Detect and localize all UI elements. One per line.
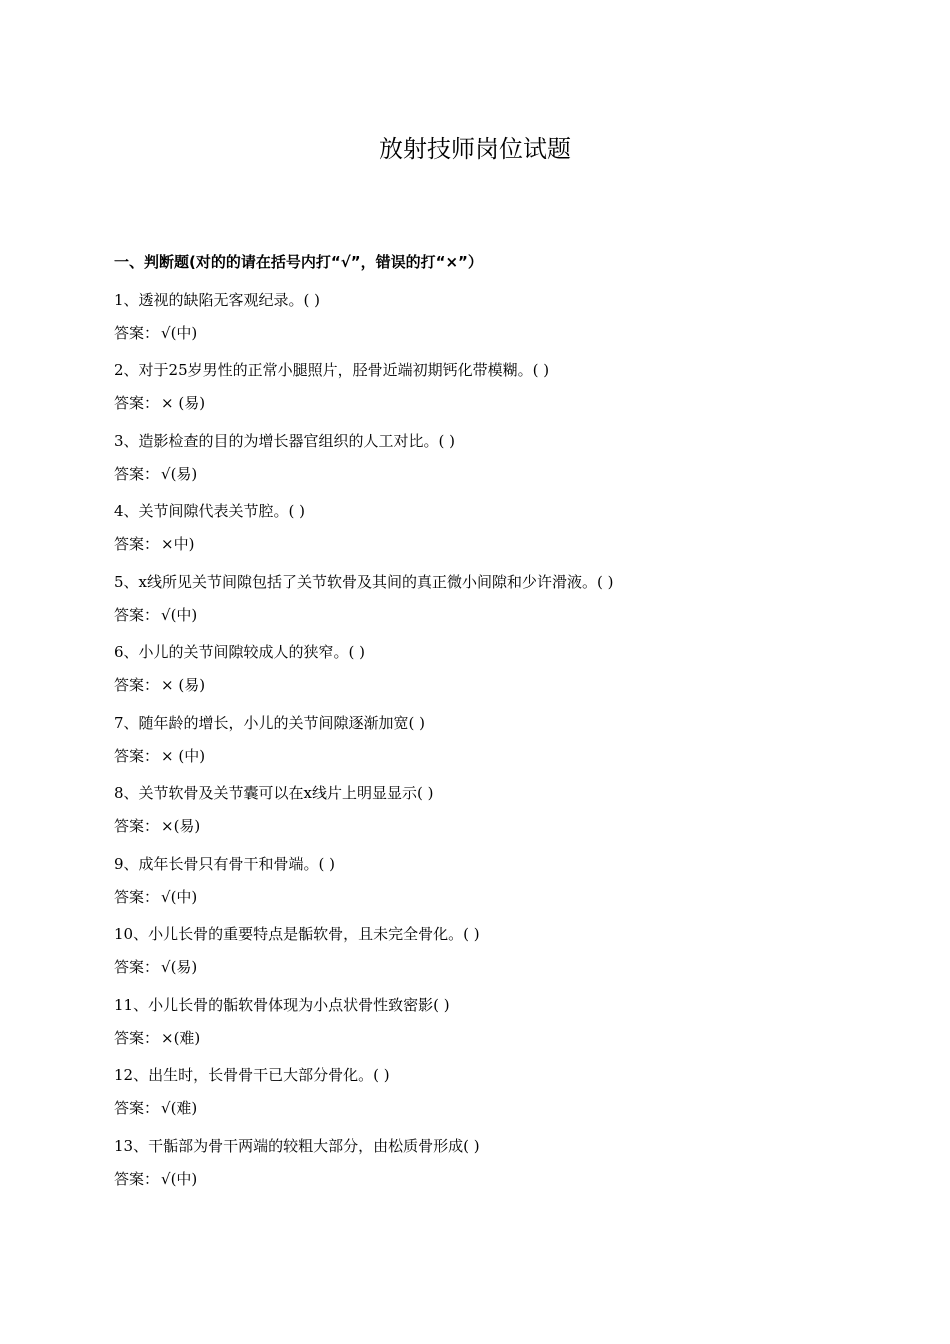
answer-line <box>114 1092 894 1125</box>
question-text: 8、关节软骨及关节囊可以在x线片上明显显示( ) <box>114 784 434 802</box>
question-item-9 <box>114 847 894 918</box>
answer-value: √(易) <box>161 464 198 483</box>
question-item-6 <box>114 636 894 707</box>
answer-line <box>114 951 894 984</box>
question-item-12 <box>114 1059 894 1130</box>
answer-line <box>114 880 894 913</box>
answer-label: 答案： <box>114 676 160 694</box>
answer-value: √(中) <box>161 323 198 342</box>
question-item-10 <box>114 918 894 989</box>
question-item-1 <box>114 283 894 354</box>
answer-label: 答案： <box>114 1028 160 1047</box>
question-text: 6、小儿的关节间隙较成人的狭窄。( ) <box>114 643 366 661</box>
answer-label: 答案： <box>114 464 160 483</box>
answer-line <box>114 457 894 490</box>
section-heading: 一、判断题(对的的请在括号内打“√”，错误的打“×”） <box>114 253 483 271</box>
question-text: 2、对于25岁男性的正常小腿照片，胫骨近端初期钙化带模糊。( ) <box>114 361 550 379</box>
question-text: 7、随年龄的增长，小儿的关节间隙逐渐加宽( ) <box>114 713 426 732</box>
answer-value: × (易) <box>161 394 206 412</box>
answer-label: 答案： <box>114 394 160 412</box>
answer-line <box>114 1162 894 1195</box>
answer-value: ×(难) <box>161 1028 201 1047</box>
answer-label: 答案： <box>114 817 160 835</box>
question-text: 3、造影检查的目的为增长器官组织的人工对比。( ) <box>114 431 456 450</box>
question-item-7 <box>114 706 894 777</box>
question-text: 11、小儿长骨的骺软骨体现为小点状骨性致密影( ) <box>114 995 450 1014</box>
question-text: 9、成年长骨只有骨干和骨端。( ) <box>114 854 336 873</box>
answer-label: 答案： <box>114 1099 160 1117</box>
question-text: 1、透视的缺陷无客观纪录。( ) <box>114 290 321 309</box>
answer-label: 答案： <box>114 746 160 765</box>
question-text: 13、干骺部为骨干两端的较粗大部分，由松质骨形成( ) <box>114 1136 480 1155</box>
answer-line <box>114 316 894 349</box>
question-text: 12、出生时，长骨骨干已大部分骨化。( ) <box>114 1066 390 1084</box>
question-item-13 <box>114 1129 894 1200</box>
answer-line <box>114 810 894 843</box>
answer-label: 答案： <box>114 887 160 906</box>
answer-label: 答案： <box>114 958 160 976</box>
answer-value: √(易) <box>161 958 198 976</box>
page-title: 放射技师岗位试题 <box>379 135 571 163</box>
question-item-5 <box>114 565 894 636</box>
answer-value: ×中) <box>161 535 195 553</box>
answer-value: √(中) <box>161 605 198 624</box>
answer-label: 答案： <box>114 535 160 553</box>
answer-value: √(中) <box>161 1169 198 1188</box>
answer-label: 答案： <box>114 605 160 624</box>
answer-value: × (易) <box>161 676 206 694</box>
answer-value: × (中) <box>161 746 206 765</box>
answer-value: ×(易) <box>161 817 201 835</box>
question-item-4 <box>114 495 894 566</box>
question-list <box>114 283 894 1200</box>
answer-line <box>114 528 894 561</box>
answer-line <box>114 1021 894 1054</box>
question-text: 10、小儿长骨的重要特点是骺软骨，且未完全骨化。( ) <box>114 925 480 943</box>
answer-line <box>114 739 894 772</box>
answer-label: 答案： <box>114 1169 160 1188</box>
question-item-2 <box>114 354 894 425</box>
question-text: 5、x线所见关节间隙包括了关节软骨及其间的真正微小间隙和少许滑液。( ) <box>114 572 614 591</box>
answer-value: √(中) <box>161 887 198 906</box>
question-item-11 <box>114 988 894 1059</box>
answer-value: √(难) <box>161 1099 198 1117</box>
answer-label: 答案： <box>114 323 160 342</box>
answer-line <box>114 669 894 702</box>
question-item-8 <box>114 777 894 848</box>
answer-line <box>114 598 894 631</box>
answer-line <box>114 387 894 420</box>
question-item-3 <box>114 424 894 495</box>
question-text: 4、关节间隙代表关节腔。( ) <box>114 502 306 520</box>
